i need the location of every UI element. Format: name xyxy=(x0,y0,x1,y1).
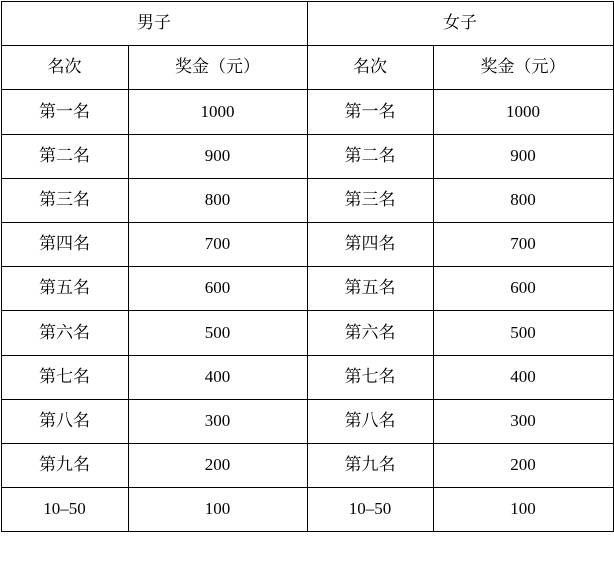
cell-male-rank: 第八名 xyxy=(1,399,128,443)
column-header-female-prize: 奖金（元） xyxy=(433,46,613,90)
column-header-male-prize: 奖金（元） xyxy=(128,46,307,90)
cell-female-rank: 第三名 xyxy=(307,178,433,222)
table-row xyxy=(1,311,613,355)
cell-male-prize: 700 xyxy=(128,222,307,266)
cell-male-rank: 第三名 xyxy=(1,178,128,222)
cell-male-rank: 第九名 xyxy=(1,443,128,487)
cell-female-prize: 900 xyxy=(433,134,613,178)
table-row xyxy=(1,399,613,443)
cell-female-rank: 第六名 xyxy=(307,311,433,355)
cell-male-rank: 第一名 xyxy=(1,90,128,134)
table-row xyxy=(1,443,613,487)
column-header-female-rank: 名次 xyxy=(307,46,433,90)
column-header-male-rank: 名次 xyxy=(1,46,128,90)
cell-male-prize: 500 xyxy=(128,311,307,355)
cell-female-rank: 第九名 xyxy=(307,443,433,487)
cell-male-prize: 200 xyxy=(128,443,307,487)
table-row xyxy=(1,90,613,134)
cell-female-rank: 第八名 xyxy=(307,399,433,443)
cell-female-rank: 第一名 xyxy=(307,90,433,134)
cell-male-prize: 400 xyxy=(128,355,307,399)
cell-male-prize: 900 xyxy=(128,134,307,178)
cell-male-prize: 300 xyxy=(128,399,307,443)
cell-female-prize: 500 xyxy=(433,311,613,355)
cell-female-rank: 第七名 xyxy=(307,355,433,399)
cell-male-rank: 第六名 xyxy=(1,311,128,355)
table-row xyxy=(1,222,613,266)
cell-male-prize: 600 xyxy=(128,267,307,311)
cell-male-rank: 第五名 xyxy=(1,267,128,311)
group-header-female: 女子 xyxy=(307,2,613,46)
cell-female-prize: 400 xyxy=(433,355,613,399)
cell-female-prize: 1000 xyxy=(433,90,613,134)
table-row xyxy=(1,267,613,311)
cell-female-prize: 800 xyxy=(433,178,613,222)
cell-female-rank: 第四名 xyxy=(307,222,433,266)
cell-male-prize: 100 xyxy=(128,488,307,532)
group-header-male: 男子 xyxy=(1,2,307,46)
table-row xyxy=(1,134,613,178)
cell-female-rank: 第五名 xyxy=(307,267,433,311)
cell-male-rank: 第二名 xyxy=(1,134,128,178)
table-row xyxy=(1,488,613,532)
cell-female-prize: 200 xyxy=(433,443,613,487)
cell-female-prize: 300 xyxy=(433,399,613,443)
prize-money-table xyxy=(1,1,614,532)
cell-female-rank: 10–50 xyxy=(307,488,433,532)
cell-male-rank: 10–50 xyxy=(1,488,128,532)
cell-male-prize: 1000 xyxy=(128,90,307,134)
cell-male-rank: 第四名 xyxy=(1,222,128,266)
table-row-column-header xyxy=(1,46,613,90)
table-row-group-header xyxy=(1,2,613,46)
cell-male-rank: 第七名 xyxy=(1,355,128,399)
table-row xyxy=(1,355,613,399)
cell-female-prize: 700 xyxy=(433,222,613,266)
cell-female-prize: 100 xyxy=(433,488,613,532)
cell-female-prize: 600 xyxy=(433,267,613,311)
cell-female-rank: 第二名 xyxy=(307,134,433,178)
cell-male-prize: 800 xyxy=(128,178,307,222)
table-row xyxy=(1,178,613,222)
